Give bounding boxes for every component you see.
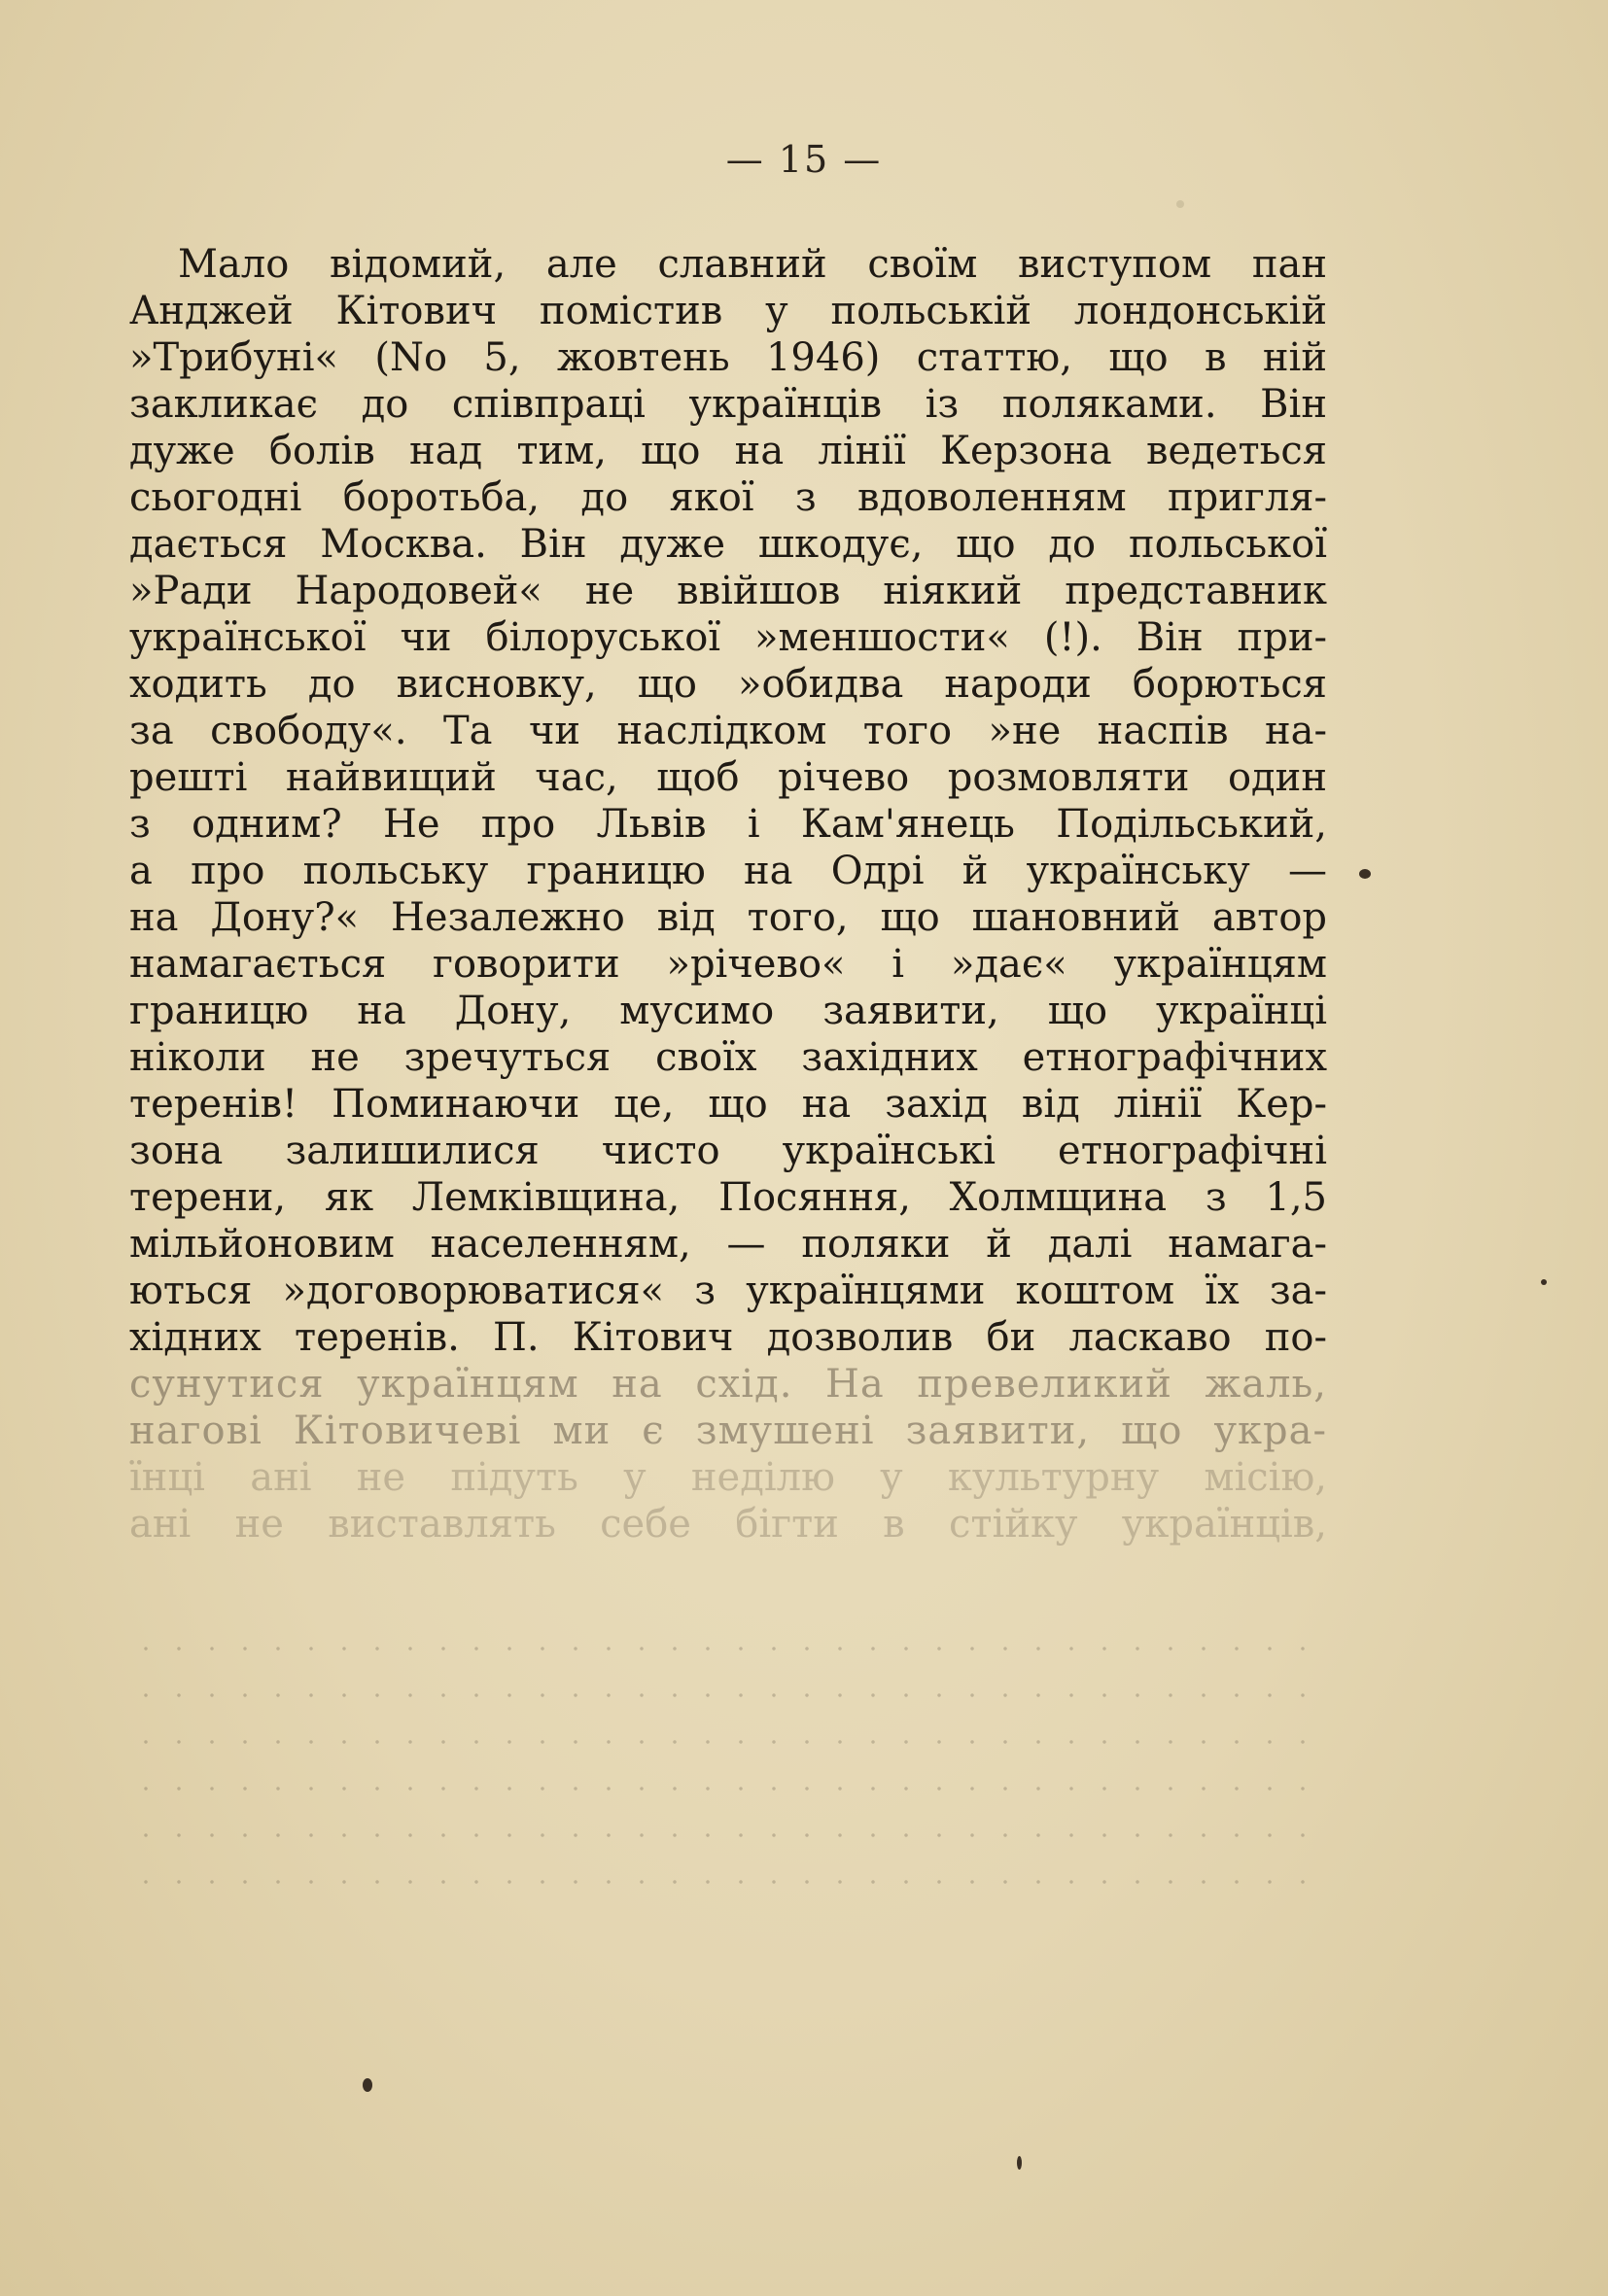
illegible-line: [129, 1837, 1327, 1884]
text-line: за свободу«. Та чи наслідком того »не наспів на-: [129, 709, 1327, 753]
ink-blot: [1359, 869, 1371, 879]
text-line: сунутися українцям на схід. На превеликий жаль,: [129, 1362, 1327, 1407]
illegible-line: [129, 1744, 1327, 1791]
text-line: намагається говорити »річево« і »дає« українцям: [129, 942, 1327, 987]
text-line: зона залишилися чисто українські етнографічні: [129, 1129, 1327, 1173]
ink-blot: [1017, 2156, 1022, 2170]
text-line: дається Москва. Він дуже шкодує, що до польської: [129, 522, 1327, 567]
text-line: теренів! Поминаючи це, що на захід від лінії Кер-: [129, 1082, 1327, 1127]
text-line: їнці ані не підуть у неділю у культурну місію,: [129, 1455, 1327, 1500]
text-line: хідних теренів. П. Кітович дозволив би ласкаво по-: [129, 1315, 1327, 1360]
faded-illegible-text: [129, 1604, 1327, 1925]
text-line: української чи білоруської »меншости« (!). Він при-: [129, 615, 1327, 660]
text-line: решті найвищий час, щоб річево розмовляти один: [129, 755, 1327, 800]
text-line: закликає до співпраці українців із поляками. Він: [129, 382, 1327, 427]
text-line: а про польську границю на Одрі й українську —: [129, 849, 1327, 893]
text-line: з одним? Не про Львів і Кам'янець Подільський,: [129, 802, 1327, 847]
text-line: сьогодні боротьба, до якої з вдоволенням пригля-: [129, 475, 1327, 520]
text-line: ходить до висновку, що »обидва народи борються: [129, 662, 1327, 707]
text-line: на Дону?« Незалежно від того, що шановний автор: [129, 895, 1327, 940]
ink-blot: [1541, 1279, 1547, 1285]
body-text: [129, 241, 1327, 1548]
text-line: ані не виставлять себе бігти в стійку українців,: [129, 1502, 1327, 1547]
illegible-line: [129, 1604, 1327, 1651]
page-number: — 15 —: [725, 138, 883, 181]
illegible-line: [129, 1651, 1327, 1697]
illegible-line: [129, 1791, 1327, 1837]
text-line: дуже болів над тим, що на лінії Керзона ведеться: [129, 429, 1327, 473]
text-line: ються »договорюватися« з українцями коштом їх за-: [129, 1269, 1327, 1313]
text-line: Мало відомий, але славний своїм виступом пан: [178, 242, 1327, 287]
text-line: »Ради Народовей« не ввійшов ніякий представник: [129, 569, 1327, 613]
text-line: мільйоновим населенням, — поляки й далі намага-: [129, 1222, 1327, 1267]
illegible-line: [129, 1697, 1327, 1744]
text-line: ніколи не зречуться своїх західних етнографічних: [129, 1035, 1327, 1080]
text-line: границю на Дону, мусимо заявити, що українці: [129, 989, 1327, 1033]
text-line: »Трибуні« (No 5, жовтень 1946) статтю, що в ній: [129, 335, 1327, 380]
text-line: терени, як Лемківщина, Посяння, Холмщина з 1,5: [129, 1175, 1327, 1220]
text-line: нагові Кітовичеві ми є змушені заявити, що укра-: [129, 1409, 1327, 1453]
ink-blot: [363, 2078, 372, 2092]
paper-speck: [1176, 200, 1184, 208]
text-line: Анджей Кітович помістив у польській лондонській: [129, 289, 1327, 333]
